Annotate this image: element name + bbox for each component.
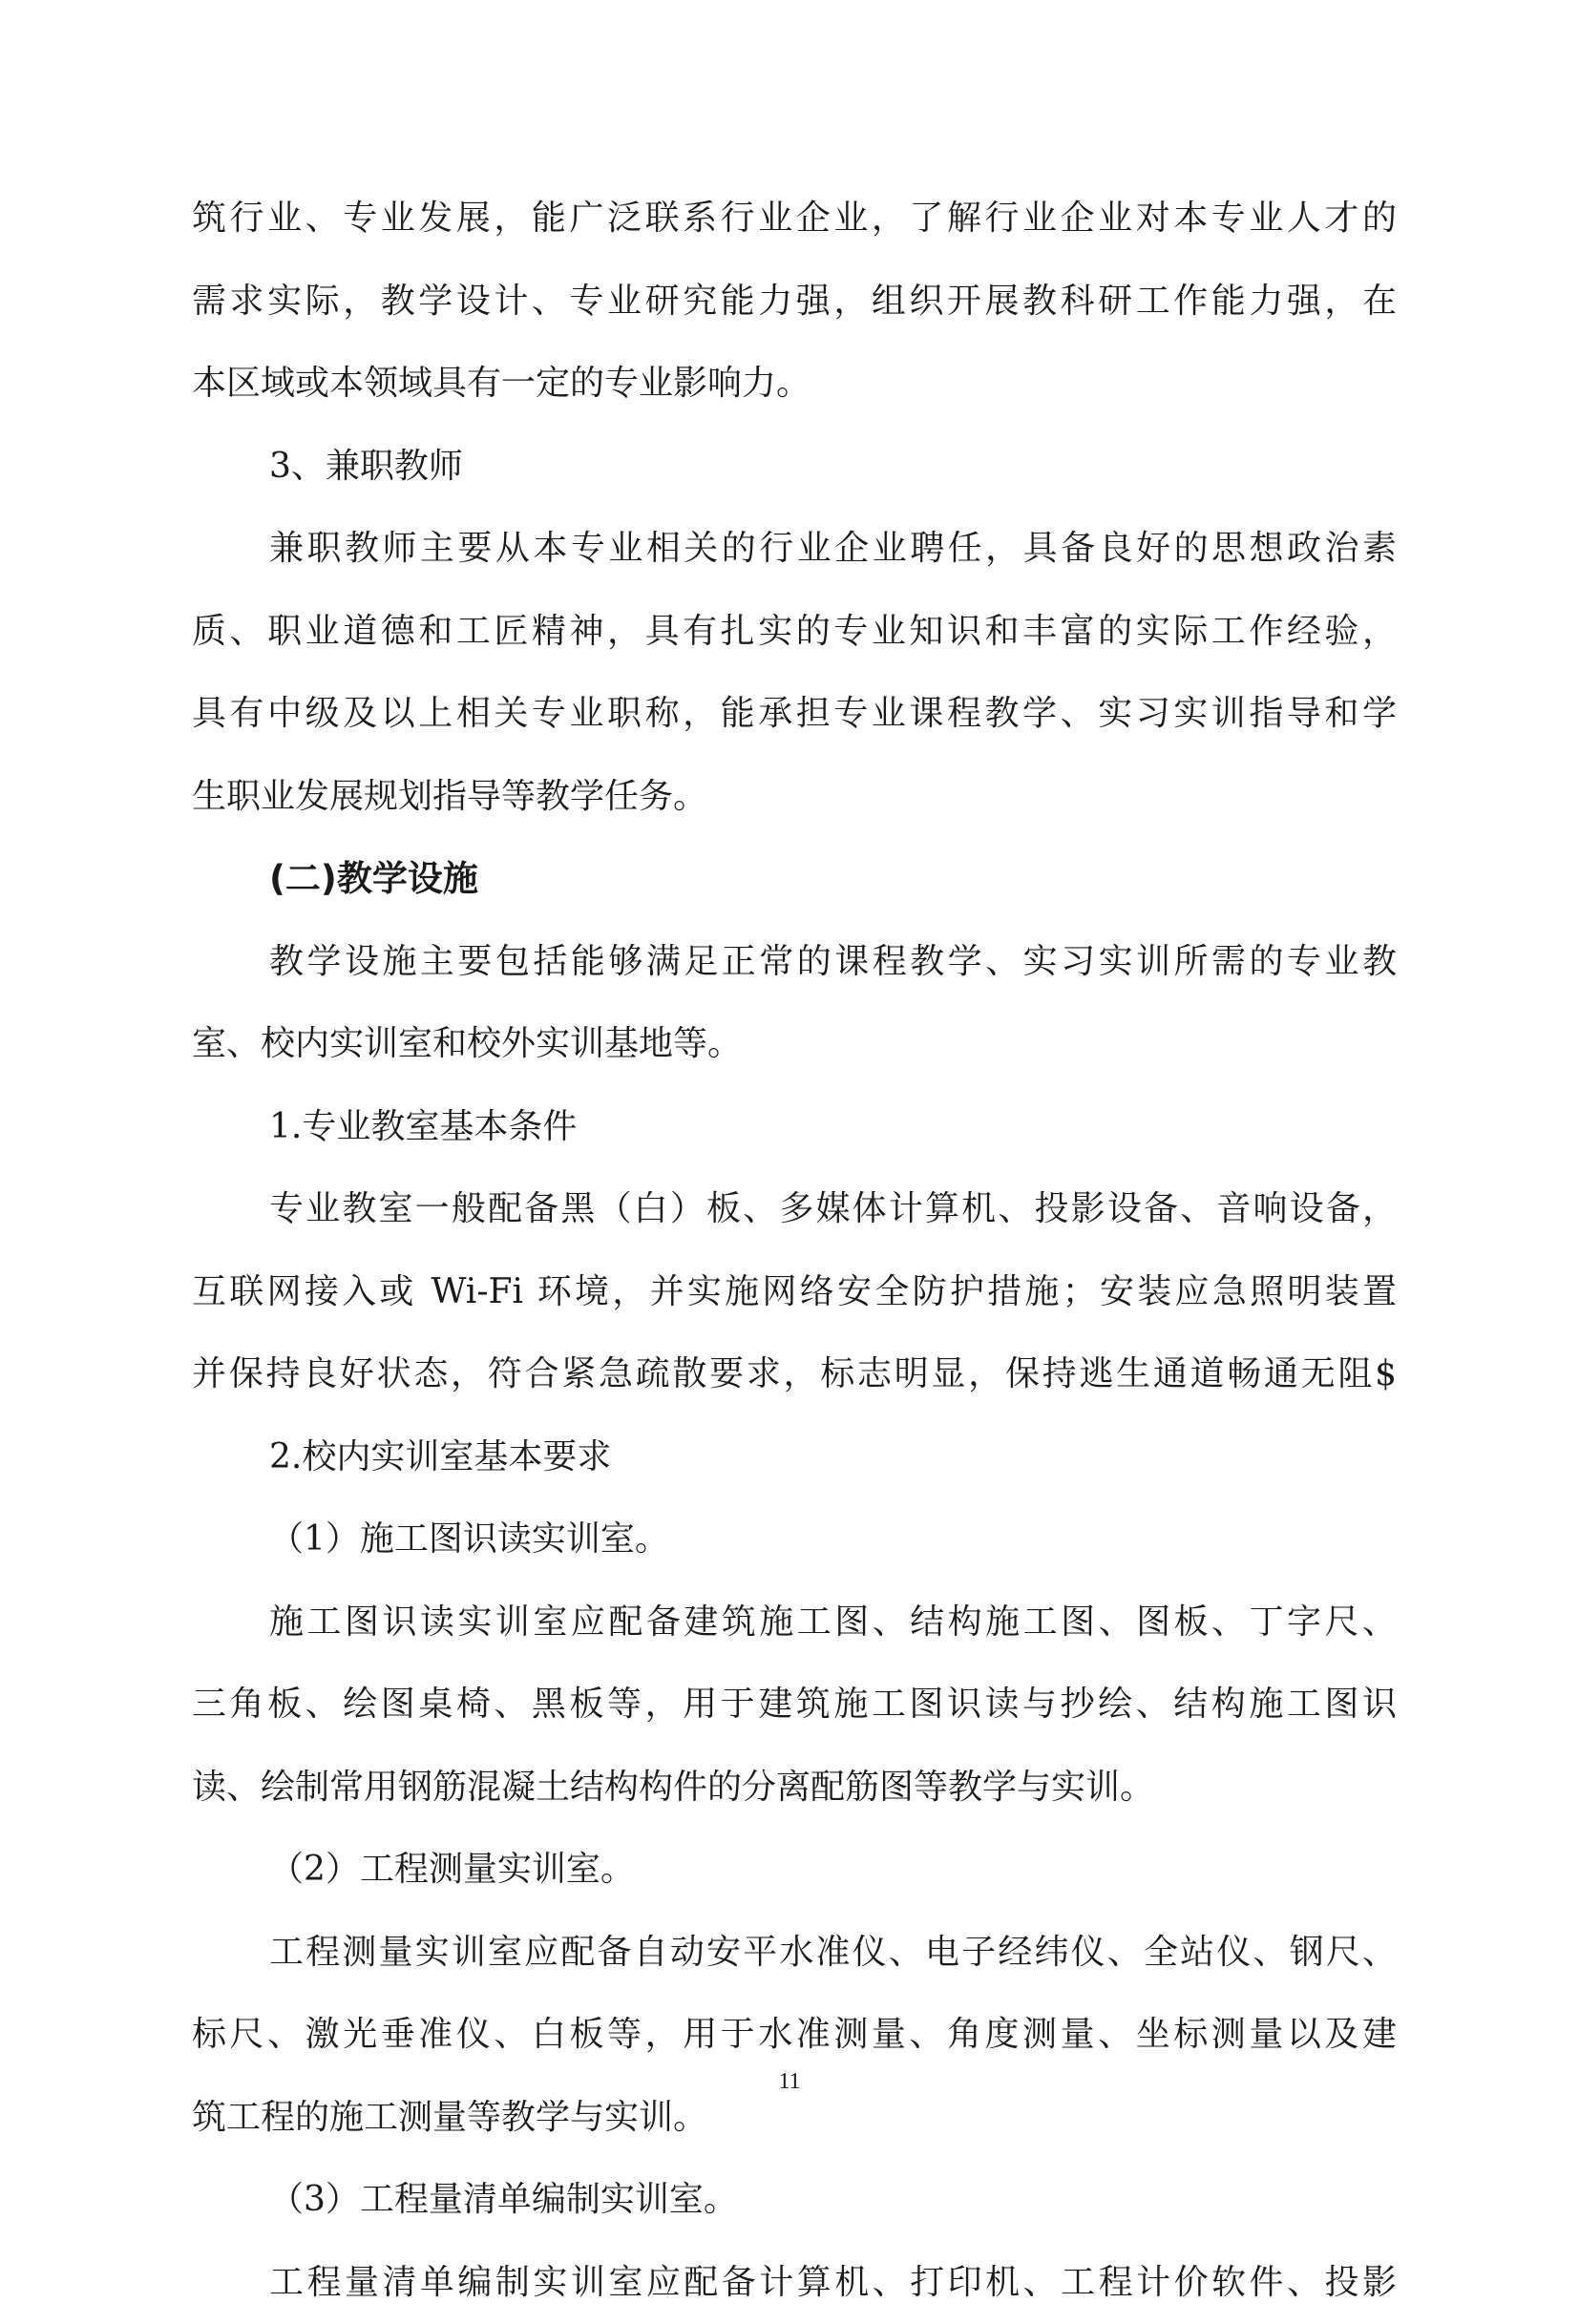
paragraph-line: 具有中级及以上相关专业职称，能承担专业课程教学、实习实训指导和学 <box>192 673 1397 756</box>
item-heading: （3）工程量清单编制实训室。 <box>192 2159 1397 2242</box>
paragraph-line: 专业教室一般配备黑（白）板、多媒体计算机、投影设备、音响设备， <box>192 1168 1397 1251</box>
section-heading-teaching-facilities: (二)教学设施 <box>192 838 1397 921</box>
paragraph-line: 本区域或本领域具有一定的专业影响力。 <box>192 343 1397 426</box>
subheading-part-time-teachers: 3、兼职教师 <box>192 426 1397 509</box>
paragraph-line: 三角板、绘图桌椅、黑板等，用于建筑施工图识读与抄绘、结构施工图识 <box>192 1664 1397 1747</box>
paragraph-line: 筑工程的施工测量等教学与实训。 <box>192 2077 1397 2160</box>
paragraph-line: 质、职业道德和工匠精神，具有扎实的专业知识和丰富的实际工作经验， <box>192 591 1397 674</box>
item-heading: （1）施工图识读实训室。 <box>192 1498 1397 1581</box>
paragraph-line: 并保持良好状态，符合紧急疏散要求，标志明显，保持逃生通道畅通无阻$ <box>192 1333 1397 1416</box>
paragraph-line: 需求实际，教学设计、专业研究能力强，组织开展教科研工作能力强，在 <box>192 261 1397 344</box>
body-text <box>192 178 1397 2324</box>
paragraph-line: 工程量清单编制实训室应配备计算机、打印机、工程计价软件、投影 <box>192 2242 1397 2324</box>
paragraph-line: 教学设施主要包括能够满足正常的课程教学、实习实训所需的专业教 <box>192 921 1397 1004</box>
paragraph-line: 筑行业、专业发展，能广泛联系行业企业，了解行业企业对本专业人才的 <box>192 178 1397 261</box>
paragraph-line: 工程测量实训室应配备自动安平水准仪、电子经纬仪、全站仪、钢尺、 <box>192 1912 1397 1995</box>
item-heading: （2）工程测量实训室。 <box>192 1829 1397 1912</box>
subheading-classroom-conditions: 1.专业教室基本条件 <box>192 1086 1397 1169</box>
paragraph-line: 生职业发展规划指导等教学任务。 <box>192 756 1397 839</box>
page-number: 11 <box>0 2069 1579 2095</box>
paragraph-line: 兼职教师主要从本专业相关的行业企业聘任，具备良好的思想政治素 <box>192 508 1397 591</box>
paragraph-line: 室、校内实训室和校外实训基地等。 <box>192 1003 1397 1086</box>
subheading-training-room-requirements: 2.校内实训室基本要求 <box>192 1416 1397 1499</box>
paragraph-line: 施工图识读实训室应配备建筑施工图、结构施工图、图板、丁字尺、 <box>192 1581 1397 1664</box>
paragraph-line: 互联网接入或 Wi-Fi 环境，并实施网络安全防护措施；安装应急照明装置 <box>192 1251 1397 1334</box>
paragraph-line: 标尺、激光垂准仪、白板等，用于水准测量、角度测量、坐标测量以及建 <box>192 1994 1397 2077</box>
paragraph-line: 读、绘制常用钢筋混凝土结构构件的分离配筋图等教学与实训。 <box>192 1747 1397 1830</box>
